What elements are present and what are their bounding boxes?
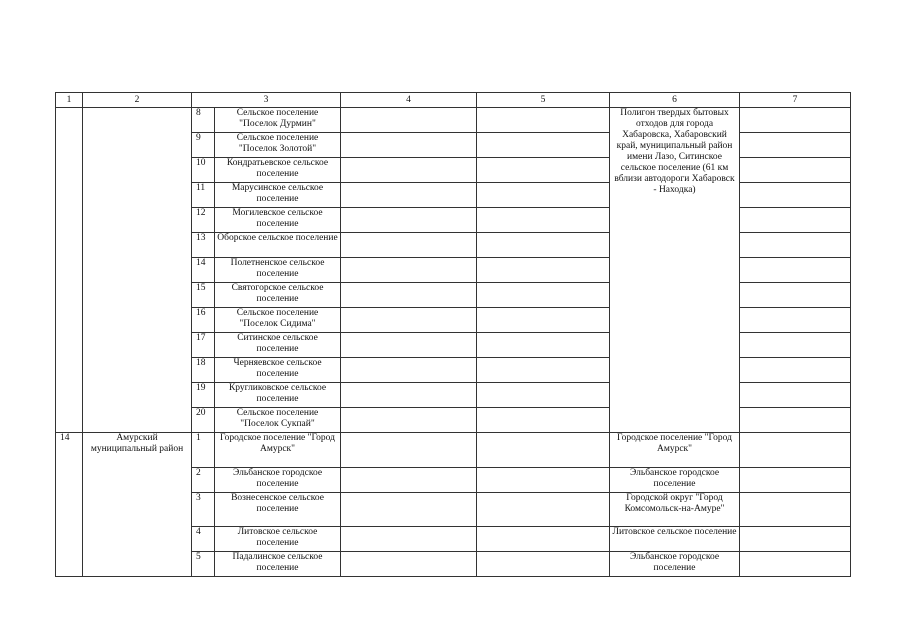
row-number: 9 xyxy=(192,133,215,158)
cell-col5 xyxy=(477,233,610,258)
cell-col5 xyxy=(477,552,610,577)
cell-col5 xyxy=(477,408,610,433)
cell-col7 xyxy=(740,383,851,408)
settlement-name: Вознесенское сельское поселение xyxy=(215,493,341,527)
cell-col7 xyxy=(740,358,851,383)
destination-name: Городское поселение "Город Амурск" xyxy=(610,433,740,468)
row-number: 2 xyxy=(192,468,215,493)
destination-name: Эльбанское городское поселение xyxy=(610,468,740,493)
landfill-description: Полигон твердых бытовых отходов для города Хабаровска, Хабаровский край, муниципальный район имени Лазо, Ситинское сельское поселение (61 км вблизи автодороги Хабаровск - Находка) xyxy=(610,108,740,433)
cell-col5 xyxy=(477,133,610,158)
row-number: 17 xyxy=(192,333,215,358)
cell-col7 xyxy=(740,333,851,358)
cell-col7 xyxy=(740,133,851,158)
row-number: 5 xyxy=(192,552,215,577)
cell-col5 xyxy=(477,108,610,133)
cell-col4 xyxy=(341,383,477,408)
group1-col2 xyxy=(83,108,192,433)
settlement-name: Полетненское сельское поселение xyxy=(215,258,341,283)
row-number: 15 xyxy=(192,283,215,308)
settlement-name: Кондратьевское сельское поселение xyxy=(215,158,341,183)
cell-col4 xyxy=(341,133,477,158)
cell-col4 xyxy=(341,433,477,468)
row-number: 1 xyxy=(192,433,215,468)
cell-col5 xyxy=(477,183,610,208)
table-row xyxy=(56,108,851,133)
settlement-name: Сельское поселение "Поселок Сукпай" xyxy=(215,408,341,433)
cell-col5 xyxy=(477,158,610,183)
header-col-5: 5 xyxy=(477,93,610,108)
cell-col7 xyxy=(740,233,851,258)
cell-col4 xyxy=(341,333,477,358)
settlement-name: Сельское поселение "Поселок Дурмин" xyxy=(215,108,341,133)
cell-col5 xyxy=(477,468,610,493)
header-col-2: 2 xyxy=(83,93,192,108)
cell-col4 xyxy=(341,208,477,233)
cell-col5 xyxy=(477,433,610,468)
cell-col7 xyxy=(740,433,851,468)
cell-col7 xyxy=(740,408,851,433)
cell-col7 xyxy=(740,527,851,552)
cell-col4 xyxy=(341,283,477,308)
table-row xyxy=(56,433,851,468)
cell-col7 xyxy=(740,158,851,183)
cell-col4 xyxy=(341,493,477,527)
cell-col4 xyxy=(341,408,477,433)
row-number: 4 xyxy=(192,527,215,552)
cell-col7 xyxy=(740,283,851,308)
cell-col4 xyxy=(341,527,477,552)
cell-col4 xyxy=(341,158,477,183)
header-col-1: 1 xyxy=(56,93,83,108)
row-number: 18 xyxy=(192,358,215,383)
cell-col5 xyxy=(477,258,610,283)
header-col-7: 7 xyxy=(740,93,851,108)
destination-name: Литовское сельское поселение xyxy=(610,527,740,552)
settlement-name: Святогорское сельское поселение xyxy=(215,283,341,308)
registry-table xyxy=(55,92,851,577)
row-number: 19 xyxy=(192,383,215,408)
settlement-name: Литовское сельское поселение xyxy=(215,527,341,552)
settlement-name: Оборское сельское поселение xyxy=(215,233,341,258)
cell-col4 xyxy=(341,358,477,383)
cell-col7 xyxy=(740,552,851,577)
settlement-name: Черняевское сельское поселение xyxy=(215,358,341,383)
district-number: 14 xyxy=(56,433,83,577)
settlement-name: Кругликовское сельское поселение xyxy=(215,383,341,408)
row-number: 3 xyxy=(192,493,215,527)
cell-col4 xyxy=(341,258,477,283)
destination-name: Эльбанское городское поселение xyxy=(610,552,740,577)
cell-col5 xyxy=(477,493,610,527)
cell-col5 xyxy=(477,308,610,333)
row-number: 16 xyxy=(192,308,215,333)
row-number: 14 xyxy=(192,258,215,283)
settlement-name: Могилевское сельское поселение xyxy=(215,208,341,233)
district-name: Амурский муниципальный район xyxy=(83,433,192,577)
destination-name: Городской округ "Город Комсомольск-на-Амуре" xyxy=(610,493,740,527)
cell-col5 xyxy=(477,283,610,308)
row-number: 11 xyxy=(192,183,215,208)
group1-col1 xyxy=(56,108,83,433)
settlement-name: Падалинское сельское поселение xyxy=(215,552,341,577)
cell-col4 xyxy=(341,552,477,577)
cell-col4 xyxy=(341,468,477,493)
cell-col7 xyxy=(740,183,851,208)
cell-col7 xyxy=(740,108,851,133)
settlement-name: Сельское поселение "Поселок Сидима" xyxy=(215,308,341,333)
header-col-6: 6 xyxy=(610,93,740,108)
cell-col4 xyxy=(341,233,477,258)
cell-col5 xyxy=(477,527,610,552)
header-row xyxy=(56,93,851,108)
settlement-name: Сельское поселение "Поселок Золотой" xyxy=(215,133,341,158)
row-number: 13 xyxy=(192,233,215,258)
settlement-name: Марусинское сельское поселение xyxy=(215,183,341,208)
cell-col4 xyxy=(341,308,477,333)
row-number: 20 xyxy=(192,408,215,433)
cell-col7 xyxy=(740,468,851,493)
settlement-name: Ситинское сельское поселение xyxy=(215,333,341,358)
cell-col5 xyxy=(477,208,610,233)
cell-col7 xyxy=(740,493,851,527)
row-number: 12 xyxy=(192,208,215,233)
cell-col7 xyxy=(740,208,851,233)
settlement-name: Городское поселение "Город Амурск" xyxy=(215,433,341,468)
settlement-name: Эльбанское городское поселение xyxy=(215,468,341,493)
header-col-4: 4 xyxy=(341,93,477,108)
cell-col7 xyxy=(740,258,851,283)
header-col-3: 3 xyxy=(192,93,341,108)
row-number: 10 xyxy=(192,158,215,183)
cell-col7 xyxy=(740,308,851,333)
cell-col5 xyxy=(477,358,610,383)
cell-col4 xyxy=(341,108,477,133)
row-number: 8 xyxy=(192,108,215,133)
cell-col4 xyxy=(341,183,477,208)
cell-col5 xyxy=(477,333,610,358)
cell-col5 xyxy=(477,383,610,408)
